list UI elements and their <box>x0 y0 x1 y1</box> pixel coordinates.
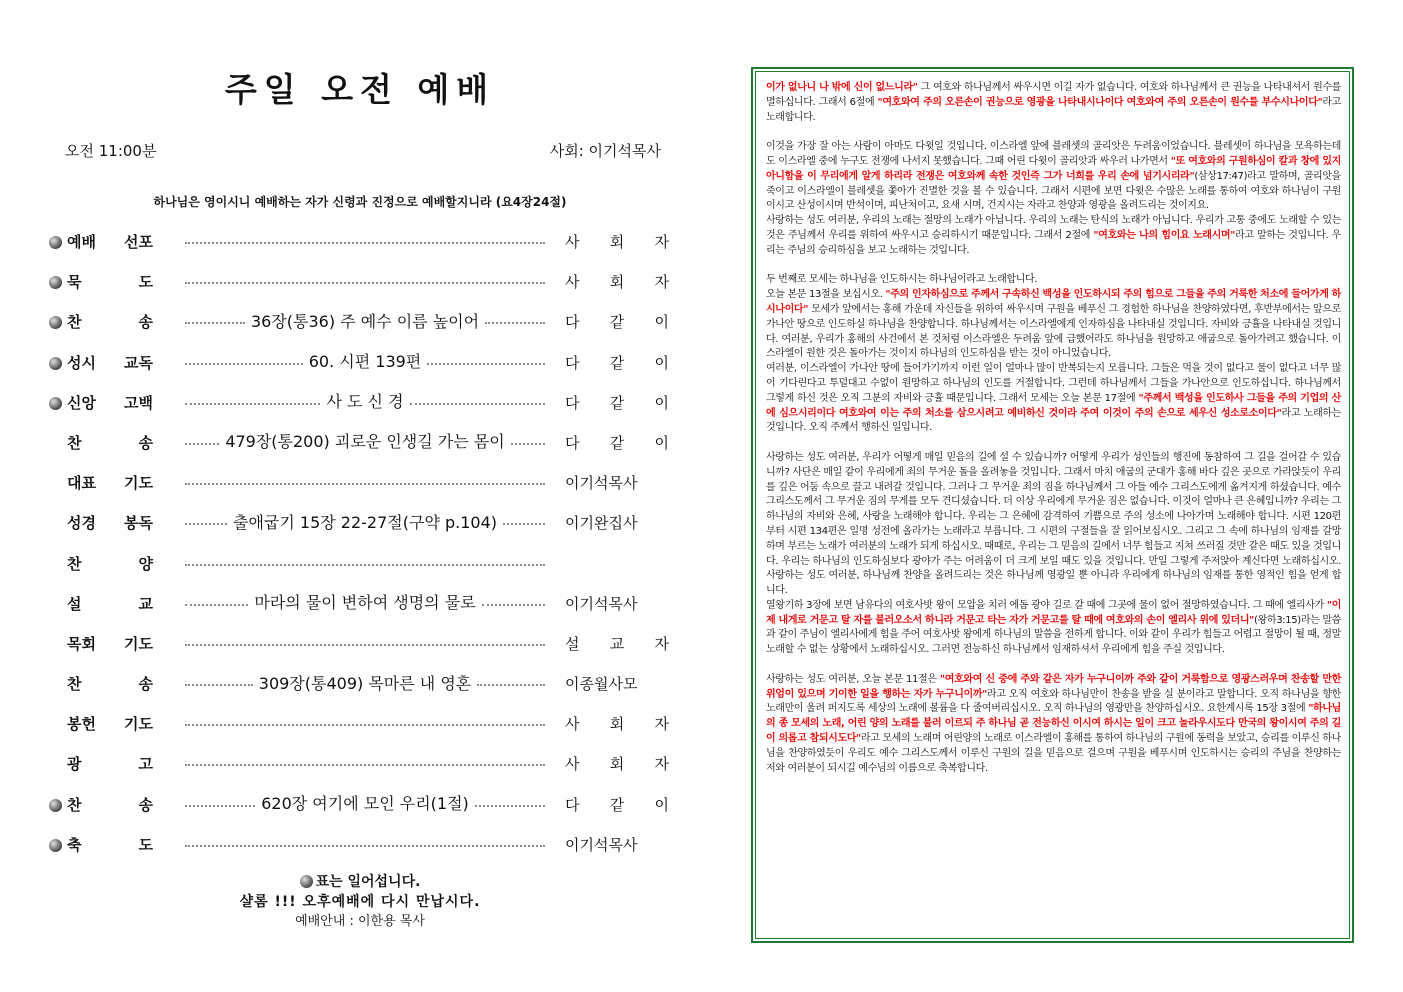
order-item-content: 309장(통409) 목마른 내 영혼 <box>258 673 472 693</box>
order-item-role: 이기석목사 <box>565 474 638 493</box>
order-item-content: 마라의 물이 변하여 생명의 물로 <box>254 593 476 613</box>
sermon-text-run: (삼상17:47)라고 말하며, 골리앗을 죽이고 이스라엘이 블레셋을 쫓아가 진멸한 것을 볼 수 있습니다. 그래서 시편에 보면 다윗은 수많은 노래를 통하여 여호와 하나님이 구원이시고 산성이시며 반석이며, 피난처이고, 요새 시며, 건지시는 자라고 찬양과 영광을 올려드리는 것이지요. <box>766 170 1341 212</box>
sermon-paragraph <box>766 362 1341 436</box>
sermon-text-run: 여러분, 이스라엘이 가나안 땅에 들어가기까지 이런 일이 얼마나 많이 반복되는지 모릅니다. 그들은 먹을 것이 없다고 물이 없다고 너무 많이 기다린다고 투덜대고 수없이 원망하고 하나님의 인도를 거절합니다. 그런데 하나님께서 그들을 가나안으로 인도하십니다. 하나님께서 그렇게 하신 것은 오직 그분의 자비와 긍휼 때문입니다. 그래서 모세는 오늘 본문 17절에 <box>766 363 1341 404</box>
sermon-text-run: 사랑하는 성도 여러분, 오늘 본문 11절은 <box>766 673 940 685</box>
order-item-content: 620장 여기에 모인 우리(1절) <box>261 794 469 814</box>
order-item-content: 출애굽기 15장 22-27절(구약 p.104) <box>232 512 498 532</box>
order-item-role: 다 같 이 <box>565 313 669 332</box>
scripture-quote: "여호와여 신 중에 주와 같은 자가 누구니이까 주와 같이 거룩함으로 영광스러우며 찬송할 만한 위엄이 있으며 기이한 일을 행하는 자가 누구니이까" <box>766 673 1342 700</box>
order-row <box>45 829 675 869</box>
order-row <box>45 548 675 588</box>
sermon-paragraph <box>766 451 1341 599</box>
order-row <box>45 306 675 346</box>
sermon-text-run: 그 여호와 하나님께서 싸우시면 이길 자가 없습니다. 여호와 하나님께서 큰 권능을 나타내셔서 원수를 멸하십니다. 그래서 6절에 <box>766 82 1342 108</box>
order-item-role: 이종월사모 <box>565 675 638 694</box>
order-row <box>45 507 675 547</box>
worship-order-panel <box>45 60 675 960</box>
sermon-text-run: 이것을 가장 잘 아는 사람이 아마도 다윗일 것입니다. 이스라엘 앞에 블레셋의 골리앗은 두려움이었습니다. 블레셋이 하나님을 모욕하는데도 이스라엘 중에 누구도 전쟁에 나서지 못했습니다. 그때 어린 다윗이 골리앗과 싸우러 나가면서 <box>766 141 1341 167</box>
sermon-paragraph <box>766 81 1341 125</box>
bullet-icon <box>49 276 62 289</box>
order-item-role: 이기석목사 <box>565 835 638 854</box>
order-row <box>45 789 675 829</box>
service-time: 오전 11:00분 <box>65 142 157 160</box>
order-leader-dots <box>185 427 545 455</box>
scripture-quote: "여호와여 주의 오른손이 권능으로 영광을 나타내시나이다 여호와여 주의 오른손이 원수를 부수시나이다" <box>877 96 1323 108</box>
order-item-label: 성경 봉독 <box>67 514 153 533</box>
sermon-text-run: 라고 모세의 노래며 어린양의 노래로 이스라엘이 홍해를 통하여 하나님의 구원에 동력을 보았고, 승리를 이루신 하나님을 찬양하였듯이 우리도 예수 그리스도께서 이루신 구원의 길을 믿음으로 걸으며 구원을 베푸시며 인도하시는 승리의 주님을 찬양하는 저와 여러분이 되시길 예수님의 이름으로 축복합니다. <box>766 733 1341 774</box>
order-item-label: 목회 기도 <box>67 634 153 653</box>
sermon-paragraph <box>766 673 1341 777</box>
order-item-label: 찬 송 <box>67 675 153 694</box>
order-item-content: 60. 시편 139편 <box>308 352 422 372</box>
sermon-text-run: 열왕기하 3장에 보면 남유다의 여호사밧 왕이 모압을 치러 에돔 광야 길로 갈 때에 그곳에 물이 없어 절망하였습니다. 그 때에 엘리사가 <box>766 599 1327 611</box>
scripture-quote: "주의 인자하심으로 주께서 구속하신 백성을 인도하시되 주의 힘으로 그들을 주의 거룩한 처소에 들어가게 하시나이다" <box>766 289 1341 315</box>
footer <box>45 872 675 932</box>
order-item-label: 설 교 <box>67 594 153 613</box>
order-item-content: 사 도 신 경 <box>326 392 404 412</box>
order-leader-dots <box>185 266 545 294</box>
order-item-label: 묵 도 <box>67 273 153 292</box>
scripture-quote: "주께서 백성을 인도하사 그들을 주의 기업의 산에 심으시리이다 여호와여 이는 주의 처소를 삼으시려고 예비하신 것이라 주여 이것이 주의 손으로 세우신 성소로소이다" <box>766 392 1341 419</box>
order-item-role: 사 회 자 <box>565 755 669 774</box>
order-row <box>45 588 675 628</box>
order-leader-dots <box>185 668 545 696</box>
sermon-text-run: 라고 말하는 것입니다. 우리는 주님의 승리하심을 보고 노래하는 것입니다. <box>766 229 1341 256</box>
order-item-role: 사 회 자 <box>565 715 669 734</box>
presider-label: 사회: 이기석목사 <box>549 142 661 160</box>
order-leader-dots <box>185 708 545 736</box>
order-leader-dots <box>185 226 545 254</box>
sermon-text-run: 사랑하는 성도 여러분, 우리의 노래는 절망의 노래가 아닙니다. 우리의 노래는 탄식의 노래가 아닙니다. 우리가 고통 중에도 노래할 수 있는 것은 주님께서 우리를 위하여 싸우시고 승리하시기 때문입니다. 그래서 2절에 <box>766 215 1341 241</box>
order-item-label: 봉헌 기도 <box>67 715 153 734</box>
order-item-label: 대표 기도 <box>67 474 153 493</box>
sermon-panel <box>751 67 1354 943</box>
order-item-role: 사 회 자 <box>565 233 669 251</box>
order-leader-dots <box>185 507 545 535</box>
order-item-label: 찬 양 <box>67 554 153 573</box>
order-item-role: 이기석목사 <box>565 594 638 613</box>
order-row <box>45 427 675 467</box>
page-title: 주일 오전 예배 <box>224 70 496 109</box>
order-leader-dots <box>185 347 545 375</box>
order-item-role: 다 같 이 <box>565 433 669 452</box>
bullet-icon <box>300 875 313 888</box>
sermon-text <box>755 71 1350 939</box>
bullet-icon <box>49 799 62 812</box>
bullet-icon <box>49 397 62 410</box>
order-row <box>45 467 675 507</box>
order-item-label: 찬 송 <box>67 433 153 452</box>
order-item-label: 축 도 <box>67 835 153 854</box>
order-leader-dots <box>185 548 545 576</box>
sermon-paragraph <box>766 599 1341 658</box>
order-leader-dots <box>185 789 545 817</box>
scripture-quote: "또 여호와의 구원하심이 칼과 창에 있지 아니함을 이 무리에게 알게 하리라 전쟁은 여호와께 속한 것인즉 그가 너희를 우리 손에 넘기시리라" <box>766 155 1341 182</box>
scripture-quote: 이가 없나니 나 밖에 신이 없느니라" <box>766 82 918 93</box>
order-leader-dots <box>185 748 545 776</box>
bullet-icon <box>49 236 62 249</box>
order-row <box>45 226 675 266</box>
order-leader-dots <box>185 588 545 616</box>
order-item-role: 다 같 이 <box>565 795 669 814</box>
scripture-quote: "이제 내게로 거문고 탈 자를 불러오소서 하니라 거문고 타는 자가 거문고를 탈 때에 여호와의 손이 엘리사 위에 있더니" <box>766 599 1341 626</box>
order-leader-dots <box>185 306 545 334</box>
order-item-label: 광 고 <box>67 755 153 774</box>
footer-stand-note <box>45 872 675 892</box>
sermon-text-run: 사랑하는 성도 여러분, 우리가 어떻게 매일 믿음의 길에 설 수 있습니까? 어떻게 우리가 성인들의 행진에 동참하여 그 길을 걸어갈 수 있습니까? 사단은 매일 같이 우리에게 죄의 무거운 돌을 올려놓을 것입니다. 그래서 마치 애굽의 군대가 홍해 바다 깊은 곳으로 가라앉듯이 우리를 깊은 어둠 속으로 끌고 내려갈 것입니다. 그러나 그 무거운 죄의 짐을 하나님께서 그 아들 예수 그리스도에게 옮겨지게 하셨습니다. 예수 그리스도께서 그 무거운 짐의 무게를 모두 견디셨습니다. 더 이상 우리에게 무거운 짐은 없습니다. 이것이 얼마나 큰 은혜입니까? 우리는 그 하나님의 자비와 은혜, 사랑을 노래해야 합니다. 우리는 그 은혜에 감격하여 기쁨으로 주의 성소에 나아가며 노래해야 합니다. 시편 120편부터 시편 134편은 일명 성전에 올라가는 노래라고 부릅니다. 그 시편의 구절들을 잘 읽어보십시오. 그리고 그 속에 하나님의 임재를 갈망하며 부르는 노래가 여러분의 노래가 되게 하십시오. 때때로, 우리는 그 믿음의 길에서 너무 힘들고 지쳐 쓰러질 것만 같은 때도 있을 것입니다. 우리는 하나님의 인도하심보다 광야가 주는 어려움이 더 크게 보일 때도 있을 것입니다. 만일 그렇게 주저앉아 계신다면 노래하십시오. 사랑하는 성도 여러분, 하나님께 찬양을 올려드리는 것은 하나님께 영광일 뿐 아니라 우리에게 하나님의 임재를 통한 영적인 힘을 얻게 합니다. <box>766 451 1341 597</box>
order-item-label: 찬 송 <box>67 313 153 332</box>
scripture-quote: "하나님의 종 모세의 노래, 어린 양의 노래를 불러 이르되 주 하나님 곧 전능하신 이시여 하시는 일이 크고 놀라우시도다 만국의 왕이시여 주의 길이 의롭고 참되시도다" <box>766 703 1341 745</box>
theme-verse: 하나님은 영이시니 예배하는 자가 신령과 진정으로 예배할지니라 (요4장24절) <box>153 195 567 209</box>
order-item-label: 예배 선포 <box>67 233 153 251</box>
sermon-text-run: 라고 노래합니다. <box>766 96 1341 123</box>
sermon-paragraph <box>766 273 1341 288</box>
order-row <box>45 628 675 668</box>
order-item-role: 다 같 이 <box>565 393 669 412</box>
sermon-text-run: 모세가 앞에서는 홍해 가운데 자신들을 위하여 싸우시며 구원을 베푸신 그 경험한 하나님을 찬양하였다면, 후반부에서는 앞으로 가나안 땅으로 인도하실 하나님을 찬양합니다. 하나님께서는 이스라엘에게 인자하심을 나타내실 것입니다. 자비와 긍휼을 나타내실 것입니다. 여러분, 우리가 홍해의 사건에서 본 것처럼 이스라엘은 두려움 앞에 급했어라도 하나님을 원망하고 애굽으로 돌아가려고 했습니다. 이스라엘이 원한 것은 돌아가는 것이지 하나님의 인도하심을 받는 것이 아니었습니다. <box>766 303 1341 360</box>
sermon-paragraph <box>766 214 1341 258</box>
order-row <box>45 708 675 748</box>
order-row <box>45 387 675 427</box>
order-item-content: 479장(통200) 괴로운 인생길 가는 몸이 <box>225 432 505 452</box>
order-leader-dots <box>185 628 545 656</box>
order-item-role: 사 회 자 <box>565 273 669 292</box>
sermon-text-run: 라고 오직 여호와 하나님만이 찬송을 받을 실 분이라고 말합니다. 오직 하나님을 향한 노래만이 울려 퍼지도록 세상의 노래에 볼륨을 다 줄여버리십시오. 오직 하나님의 영광만을 찬양하십시오. 요한계시록 15장 3절에 <box>766 688 1341 715</box>
bullet-icon <box>49 357 62 370</box>
order-leader-dots <box>185 467 545 495</box>
sermon-paragraph <box>766 288 1341 362</box>
order-row <box>45 266 675 306</box>
sermon-text-run: 두 번째로 모세는 하나님을 인도하시는 하나님이라고 노래합니다. <box>766 274 1038 286</box>
order-row <box>45 347 675 387</box>
order-leader-dots <box>185 387 545 415</box>
footer-invite: 샬롬 !!! 오후예배에 다시 만납시다. <box>239 894 481 910</box>
order-item-label: 성시 교독 <box>67 353 153 372</box>
order-item-role: 다 같 이 <box>565 353 669 372</box>
order-item-role: 이기완집사 <box>565 514 638 533</box>
order-of-service <box>45 226 675 869</box>
order-item-label: 신앙 고백 <box>67 393 153 412</box>
footer-guide: 예배안내 : 이한용 목사 <box>295 914 425 929</box>
order-item-content: 36장(통36) 주 예수 이름 높이어 <box>250 311 480 331</box>
sermon-text-run: 라고 노래하는 것입니다. 오직 주께서 행하신 일입니다. <box>766 407 1341 434</box>
order-row <box>45 668 675 708</box>
bullet-icon <box>49 316 62 329</box>
bullet-icon <box>49 839 62 852</box>
scripture-quote: "여호와는 나의 힘이요 노래시며" <box>1093 229 1236 241</box>
order-leader-dots <box>185 829 545 857</box>
order-row <box>45 748 675 788</box>
sermon-text-run: (왕하3:15)라는 말씀과 같이 주님이 엘리사에게 힘을 주어 여호사밧 왕에게 하나님의 말씀을 전하게 합니다. 이와 같이 우리가 힘들고 어렵고 절망이 될 때, 정말 노래할 수 없는 상황에서 노래하십시오. 그러면 전능하신 하나님께서 임재하셔서 우리에게 힘을 주실 것입니다. <box>766 614 1341 656</box>
order-item-role: 설 교 자 <box>565 634 669 653</box>
sermon-text-run: 오늘 본문 13절을 보십시오. <box>766 289 886 301</box>
footer-stand-text: 표는 일어섭니다. <box>315 874 421 890</box>
order-item-label: 찬 송 <box>67 795 153 814</box>
sermon-paragraph <box>766 140 1341 214</box>
